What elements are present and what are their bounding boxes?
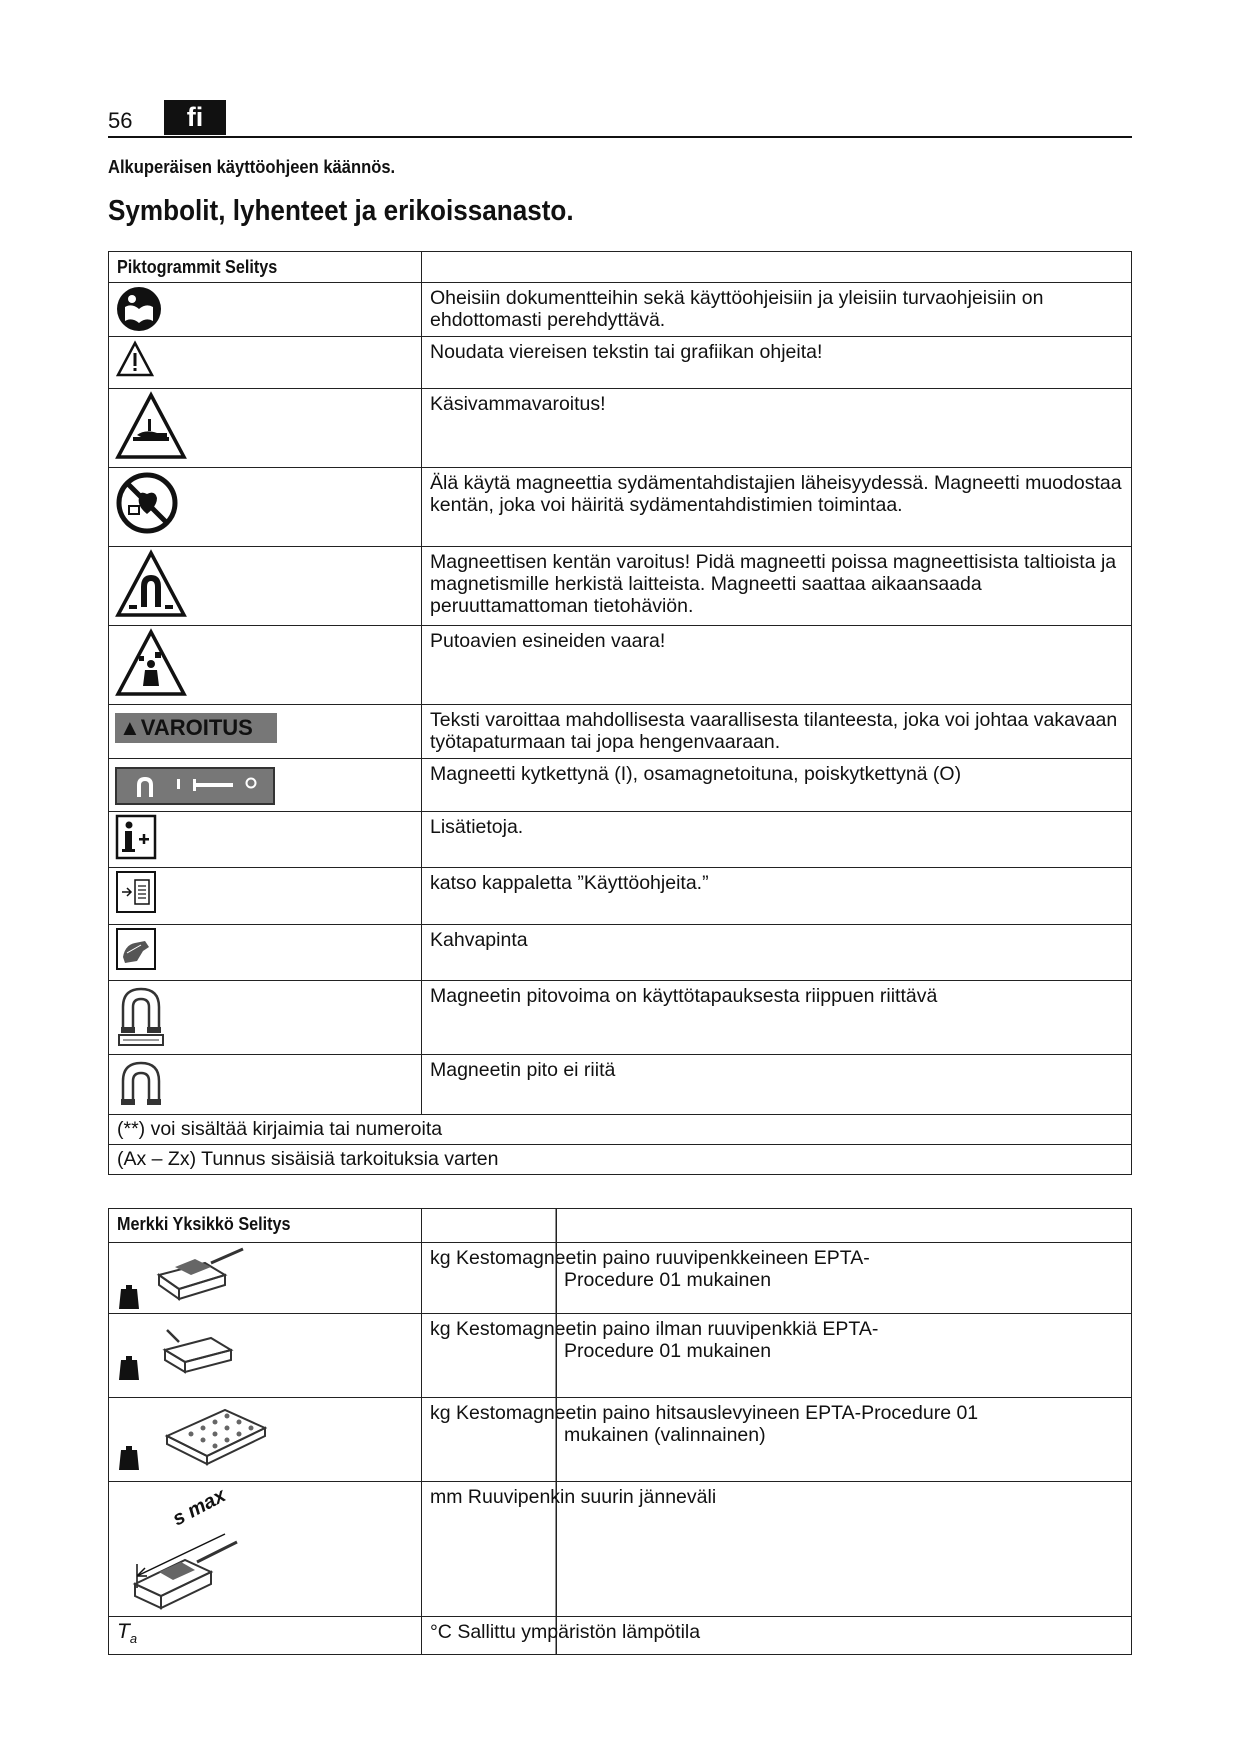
- magnet-switch-states-icon: [115, 767, 275, 805]
- table-row: [109, 981, 1132, 1055]
- table-row: [109, 468, 1132, 547]
- symbol-description: Käsivammavaroitus!: [422, 389, 1132, 468]
- row-description-line1: Ruuvipenkin suurin jänneväli: [467, 1486, 717, 1508]
- table-row: [109, 1617, 1132, 1655]
- unit-mm: mm: [430, 1486, 463, 1508]
- symbol-description: Teksti varoittaa mahdollisesta vaarallisesta tilanteesta, joka voi johtaa vakavaan työtapaturmaan tai jopa hengenvaaraan.: [422, 705, 1132, 759]
- warning-triangle-icon: ▲: [119, 715, 141, 740]
- vise-span-icon: [115, 1484, 265, 1612]
- magnet-hold-ok-icon: [115, 983, 167, 1049]
- symbol-description: Lisätietoja.: [422, 812, 1132, 868]
- magnet-hold-insufficient-icon: [115, 1057, 167, 1109]
- symbols-table: [108, 251, 1132, 1175]
- falling-objects-warning-icon: [115, 628, 187, 698]
- warning-triangle-icon: [115, 339, 155, 379]
- row-description-line1: Kestomagneetin paino hitsauslevyineen EPTA-Procedure 01: [456, 1402, 979, 1424]
- table-row: [109, 868, 1132, 925]
- table-row: [109, 337, 1132, 389]
- row-description-line2: Procedure 01 mukainen: [564, 1269, 772, 1291]
- table-note-row: [109, 1115, 1132, 1145]
- table-row: [109, 547, 1132, 626]
- table-note-row: [109, 1145, 1132, 1175]
- symbol-description: Putoavien esineiden vaara!: [422, 626, 1132, 705]
- table-row: [109, 925, 1132, 981]
- row-description-line1: Kestomagneetin paino ilman ruuvipenkkiä EPTA-: [456, 1318, 879, 1340]
- table-row: [109, 705, 1132, 759]
- table-row: [109, 759, 1132, 812]
- document-subtitle: Alkuperäisen käyttöohjeen käännös.: [108, 157, 396, 177]
- table-row: [109, 1055, 1132, 1115]
- varoitus-label-text: VAROITUS: [140, 715, 253, 740]
- table-row: [109, 1482, 1132, 1617]
- symbol-description: Magneetti kytkettynä (I), osamagnetoituna, poiskytkettynä (O): [422, 759, 1132, 812]
- table-row: [109, 389, 1132, 468]
- language-badge: fi: [164, 100, 226, 135]
- note-internal-code: (Ax – Zx) Tunnus sisäisiä tarkoituksia varten: [109, 1145, 1132, 1175]
- row-description-line1: Sallittu ympäristön lämpötila: [457, 1621, 701, 1643]
- symbol-description: Magneettisen kentän varoitus! Pidä magneetti poissa magneettisista taltioista ja magnetismille herkistä laitteista. Magneetti saattaa aikaansaada peruuttamattoman tietohäviön.: [422, 547, 1132, 626]
- units-table: [108, 1208, 1132, 1655]
- symbol-description: Oheisiin dokumentteihin sekä käyttöohjeisiin ja yleisiin turvaohjeisiin on ehdottomasti perehdyttävä.: [422, 283, 1132, 337]
- page-header: [108, 100, 1132, 138]
- info-plus-icon: [115, 814, 157, 860]
- unit-celsius: °C: [430, 1621, 452, 1643]
- table-row: [109, 1243, 1132, 1314]
- page-number: 56: [108, 108, 133, 133]
- weight-with-welding-plate-icon: [115, 1400, 275, 1472]
- table-row: [109, 283, 1132, 337]
- read-manual-icon: [115, 285, 163, 333]
- weight-without-vise-icon: [115, 1316, 255, 1380]
- section-title: Symbolit, lyhenteet ja erikoissanasto.: [108, 195, 574, 227]
- symbol-description: katso kappaletta ”Käyttöohjeita.”: [422, 868, 1132, 925]
- header-description: Selitys: [225, 257, 278, 277]
- table-row: [109, 626, 1132, 705]
- see-section-icon: [115, 870, 157, 914]
- symbol-description: Kahvapinta: [422, 925, 1132, 981]
- symbol-description: Älä käytä magneettia sydämentahdistajien läheisyydessä. Magneetti muodostaa kentän, joka voi häiritä sydämentahdistimien toimintaa.: [422, 468, 1132, 547]
- header-symbol: Merkki: [117, 1214, 169, 1234]
- magnetic-field-warning-icon: [115, 549, 187, 619]
- row-description-line2: mukainen (valinnainen): [564, 1424, 766, 1446]
- unit-kg: kg: [430, 1247, 451, 1269]
- table-row: [109, 1398, 1132, 1482]
- weight-with-vise-icon: [115, 1245, 255, 1309]
- header-description: Selitys: [238, 1214, 291, 1234]
- table-row: [109, 1314, 1132, 1398]
- symbol-description: Noudata viereisen tekstin tai grafiikan ohjeita!: [422, 337, 1132, 389]
- symbol-description: Magneetin pitovoima on käyttötapauksesta riippuen riittävä: [422, 981, 1132, 1055]
- table-header-row: [109, 252, 1132, 283]
- hand-injury-warning-icon: [115, 391, 187, 461]
- table-header-row: [109, 1209, 1132, 1243]
- row-description-line1: Kestomagneetin paino ruuvipenkkeineen EPTA-: [456, 1247, 870, 1269]
- note-variable-chars: (**) voi sisältää kirjaimia tai numeroita: [109, 1115, 1132, 1145]
- vise-span-label: s max: [169, 1484, 230, 1531]
- no-pacemaker-icon: [115, 470, 179, 536]
- unit-kg: kg: [430, 1402, 451, 1424]
- table-row: [109, 812, 1132, 868]
- header-pictograms: Piktogrammit: [117, 257, 221, 277]
- varoitus-label-icon: [115, 713, 277, 743]
- row-description-line2: Procedure 01 mukainen: [564, 1340, 772, 1362]
- symbol-description: Magneetin pito ei riitä: [422, 1055, 1132, 1115]
- ambient-temperature-symbol: $T_a$: [117, 1620, 138, 1647]
- grip-surface-icon: [115, 927, 157, 971]
- header-rule: [108, 136, 1132, 138]
- header-unit: Yksikkö: [172, 1214, 234, 1234]
- unit-kg: kg: [430, 1318, 451, 1340]
